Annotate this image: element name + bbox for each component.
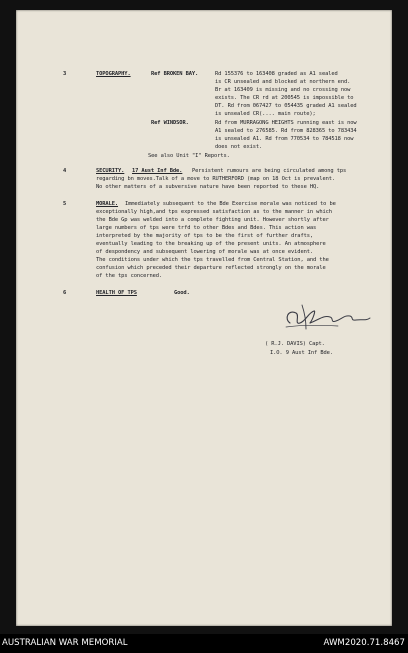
para3-line-4: exists. The CR rd at 200545 is impossible to [215, 95, 354, 101]
para5-line-2: exceptionally high,and tps expressed satisfaction as to the manner in which [96, 209, 332, 215]
para6-number: 6 [63, 290, 67, 296]
para5-line-5: interpreted by the majority of tps to be the first of further drafts, [96, 233, 314, 239]
handwritten-signature [280, 301, 374, 335]
footer-institution: AUSTRALIAN WAR MEMORIAL [2, 638, 128, 648]
para5-line-7: of despondency and subsequent lowering of morale was at once evident. [96, 249, 314, 255]
para3-line-7: Rd from MURRAGONG HEIGHTS running east is now [215, 120, 357, 126]
para4-heading: SECURITY. [96, 168, 125, 174]
para3-line-2: is CR unsealed and blocked at northern end. [215, 79, 351, 85]
footer-accession-number: AWM2020.71.8467 [323, 638, 405, 648]
para3-ref-broken-bay: Ref BROKEN BAY. [151, 71, 199, 77]
footer-bar [0, 634, 408, 653]
signature-name: ( R.J. DAVIS) Capt. [265, 341, 325, 347]
para3-line-1: Rd 155376 to 163408 graded as A1 sealed [215, 71, 338, 77]
document-body [16, 10, 392, 626]
para3-see-also: See also Unit "I" Reports. [148, 153, 230, 159]
para5-line-1: Immediately subsequent to the Bde Exercise morale was noticed to be [125, 201, 336, 207]
para4-line-1: Persistent rumours are being circulated among tps [192, 168, 347, 174]
document-page [16, 10, 392, 626]
para4-number: 4 [63, 168, 67, 174]
para6-value: Good. [174, 290, 190, 296]
para3-ref-windsor: Ref WINDSOR. [151, 120, 189, 126]
para4-lead: 17 Aust Inf Bde. [132, 168, 183, 174]
para5-line-8: The conditions under which the tps travelled from Central Station, and the [96, 257, 329, 263]
para4-line-3: No other matters of a subversive nature have been reported to these HQ. [96, 184, 320, 190]
para3-line-9: is unsealed A1. Rd from 770534 to 784518 now [215, 136, 354, 142]
para5-line-10: of the tps concerned. [96, 273, 163, 279]
para5-number: 5 [63, 201, 67, 207]
para6-heading: HEALTH OF TPS [96, 290, 137, 296]
para5-line-4: large numbers of tps were trfd to other Bdes and Bdes. This action was [96, 225, 317, 231]
para3-line-8: A1 sealed to 276585. Rd from 828365 to 783434 [215, 128, 357, 134]
para3-number: 3 [63, 71, 67, 77]
para5-heading: MORALE. [96, 201, 119, 207]
para3-line-10: does not exist. [215, 144, 263, 150]
signature-title: I.O. 9 Aust Inf Bde. [270, 350, 333, 356]
para3-line-6: is unsealed CR(.... main route); [215, 111, 316, 117]
para3-heading: TOPOGRAPHY. [96, 71, 131, 77]
para3-line-3: Br at 163409 is missing and no crossing now [215, 87, 351, 93]
para3-line-5: DT. Rd from 067427 to 054435 graded A1 sealed [215, 103, 357, 109]
para5-line-3: the Bde Gp was welded into a complete fighting unit. However shortly after [96, 217, 329, 223]
para5-line-6: eventually leading to the breaking up of the present units. An atmosphere [96, 241, 326, 247]
para4-line-2: regarding bn moves.Talk of a move to RUTHERFORD (map on 18 Oct is prevalent. [96, 176, 336, 182]
para5-line-9: confusion which preceded their departure reflected strongly on the morale [96, 265, 326, 271]
